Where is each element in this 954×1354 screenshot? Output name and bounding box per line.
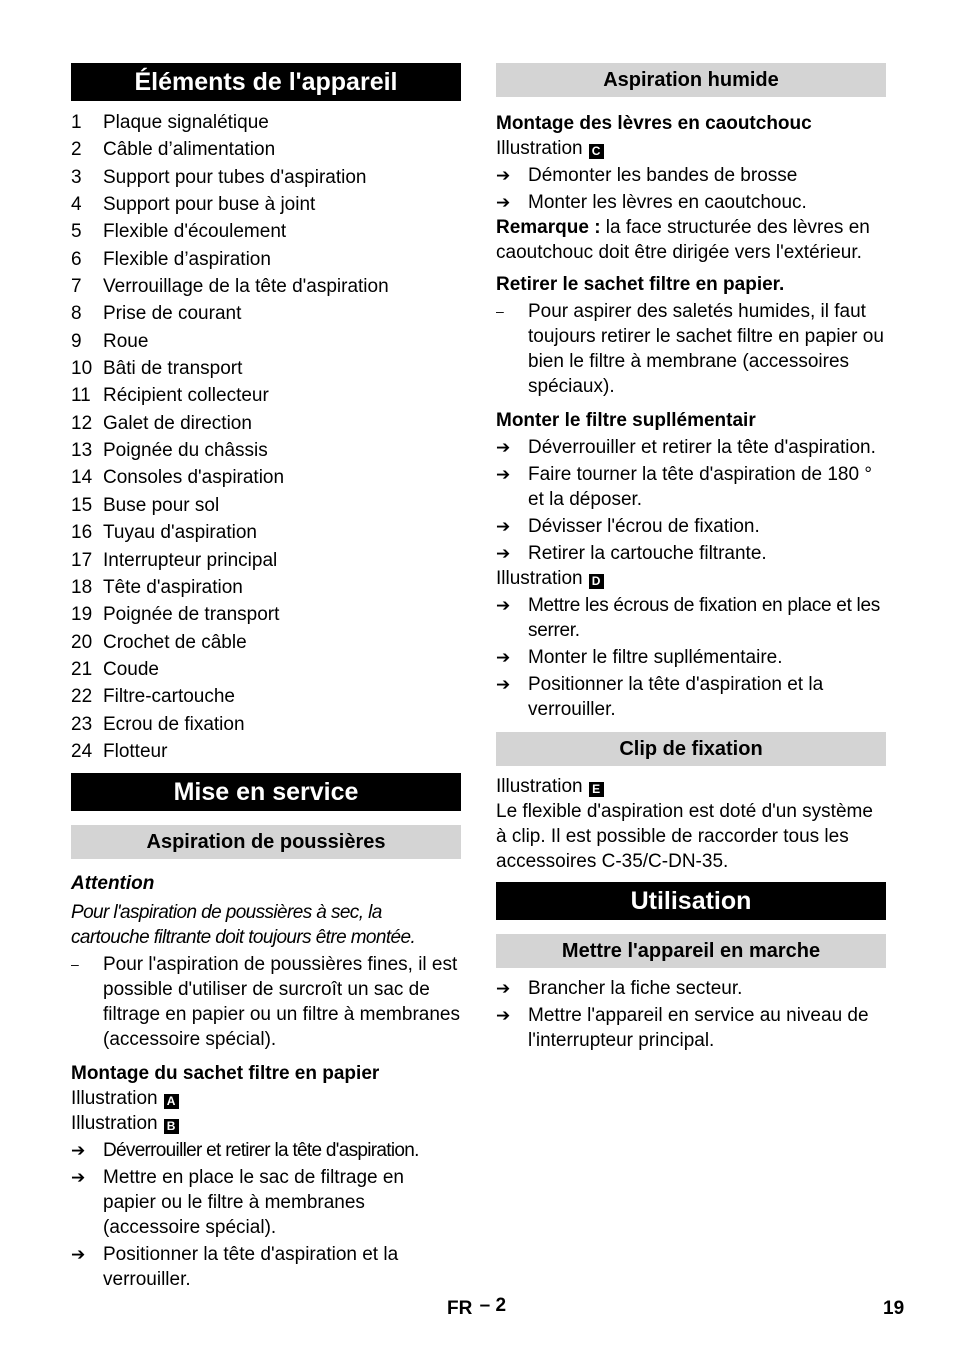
illustration-ref: Illustration C [496,136,886,161]
arrow-right-icon: ➔ [496,166,511,185]
arrow-right-icon: ➔ [71,1245,86,1265]
arrow-right-icon: ➔ [71,1141,86,1161]
remove-title: Retirer le sachet filtre en papier. [496,274,785,295]
step-item: ➔ Déverrouiller et retirer la tête d'aspiration. [496,437,876,458]
subheading-start: Mettre l'appareil en marche [496,934,886,968]
list-item: 16 Tuyau d'aspiration [71,522,257,544]
footer-page-local: – 2 [479,1295,507,1316]
section-heading-elements: Éléments de l'appareil [71,63,461,101]
list-item: 8 Prise de courant [71,303,242,325]
subheading-wet: Aspiration humide [496,63,886,97]
list-item: 5 Flexible d'écoulement [71,221,287,243]
list-item: 14 Consoles d'aspiration [71,467,285,489]
list-item: 4 Support pour buse à joint [71,194,316,216]
list-item: 11 Récipient collecteur [71,385,269,407]
list-item: 12 Galet de direction [71,412,252,434]
extra-filter-title: Monter le filtre supllémentair [496,410,756,431]
dash-item: – Pour aspirer des saletés humides, il faut toujours retirer le sachet filtre en papier ou bien le filtre à membrane (accessoires spéciaux). [496,301,884,397]
clip-text: Le flexible d'aspiration est doté d'un système à clip. Il est possible de raccorder tous les accessoires C-35/C-DN-35. [496,801,873,872]
remark: Remarque : la face structurée des lèvres en caoutchouc doit être dirigée vers l'extérieur. [496,217,870,263]
list-item: 13 Poignée du châssis [71,440,268,462]
arrow-right-icon: ➔ [496,596,511,615]
list-item: 7 Verrouillage de la tête d'aspiration [71,276,389,298]
right-column [496,63,886,1053]
step-item: ➔ Monter le filtre supllémentaire. [496,647,783,668]
illustration-d-icon: D [589,574,604,589]
step-item: ➔ Mettre les écrous de fixation en place et les serrer. [496,595,880,641]
lips-title: Montage des lèvres en caoutchouc [496,113,812,134]
illustration-b-icon: B [164,1119,179,1134]
list-item: 9 Roue [71,330,149,352]
attention-title: Attention [71,873,155,895]
illustration-c-icon: C [589,144,604,159]
illustration-a-icon: A [164,1094,179,1109]
list-item: 3 Support pour tubes d'aspiration [71,166,367,188]
dash-bullet: – [496,303,504,319]
arrow-right-icon: ➔ [496,193,511,212]
list-item: 2 Câble d’alimentation [71,139,276,161]
page-number: 19 [883,1298,905,1319]
step-item: ➔ Faire tourner la tête d'aspiration de 180 ° et la déposer. [496,464,872,510]
list-item: 19 Poignée de transport [71,604,280,626]
step-item: ➔ Positionner la tête d'aspiration et la verrouiller. [496,674,824,720]
illustration-ref: Illustration E [496,774,886,799]
list-item: 1 Plaque signalétique [71,112,269,133]
subheading-clip: Clip de fixation [496,732,886,766]
bag-title: Montage du sachet filtre en papier [71,1063,380,1085]
list-item: 6 Flexible d’aspiration [71,248,271,270]
list-item: 20 Crochet de câble [71,631,247,653]
illustration-ref: Illustration B [71,1111,461,1136]
list-item: 23 Ecrou de fixation [71,713,245,735]
arrow-right-icon: ➔ [496,544,511,563]
subheading-dust: Aspiration de poussières [71,825,461,859]
arrow-right-icon: ➔ [496,465,511,484]
section-heading-use: Utilisation [496,882,886,920]
step-item: ➔ Positionner la tête d'aspiration et la verrouiller. [71,1244,399,1291]
step-item: ➔ Déverrouiller et retirer la tête d'aspiration. [71,1140,419,1162]
arrow-right-icon: ➔ [496,438,511,457]
step-item: ➔ Brancher la fiche secteur. [496,978,743,999]
illustration-ref: Illustration A [71,1086,461,1111]
step-item: ➔ Mettre l'appareil en service au niveau de l'interrupteur principal. [496,1005,869,1051]
parts-list [71,109,461,765]
arrow-right-icon: ➔ [496,648,511,667]
arrow-right-icon: ➔ [496,517,511,536]
list-item: 17 Interrupteur principal [71,549,278,571]
dash-bullet: – [71,956,79,973]
list-item: 22 Filtre-cartouche [71,686,235,708]
arrow-right-icon: ➔ [496,675,511,694]
list-item: 10 Bâti de transport [71,358,243,380]
dash-item: – Pour l'aspiration de poussières fines, il est possible d'utiliser de surcroît un sac de filtrage en papier ou un filtre à membranes (accessoire spécial). [71,954,460,1051]
arrow-right-icon: ➔ [71,1168,86,1188]
step-item: ➔ Retirer la cartouche filtrante. [496,543,767,564]
step-item: ➔ Démonter les bandes de brosse [496,165,798,186]
left-column [71,63,461,1292]
step-item: ➔ Mettre en place le sac de filtrage en papier ou le filtre à membranes (accessoire spécial). [71,1167,405,1239]
illustration-ref: Illustration D [496,566,886,591]
arrow-right-icon: ➔ [496,1006,511,1025]
step-item: ➔ Monter les lèvres en caoutchouc. [496,192,807,213]
list-item: 24 Flotteur [71,740,168,762]
arrow-right-icon: ➔ [496,979,511,998]
footer-language: FR – 2 [447,1295,507,1319]
step-item: ➔ Dévisser l'écrou de fixation. [496,516,760,537]
list-item: 21 Coude [71,658,159,680]
section-heading-commissioning: Mise en service [71,773,461,811]
list-item: 18 Tête d'aspiration [71,576,243,598]
illustration-e-icon: E [589,782,604,797]
attention-text: Pour l'aspiration de poussières à sec, la cartouche filtrante doit toujours être montée. [71,902,416,949]
list-item: 15 Buse pour sol [71,494,220,516]
